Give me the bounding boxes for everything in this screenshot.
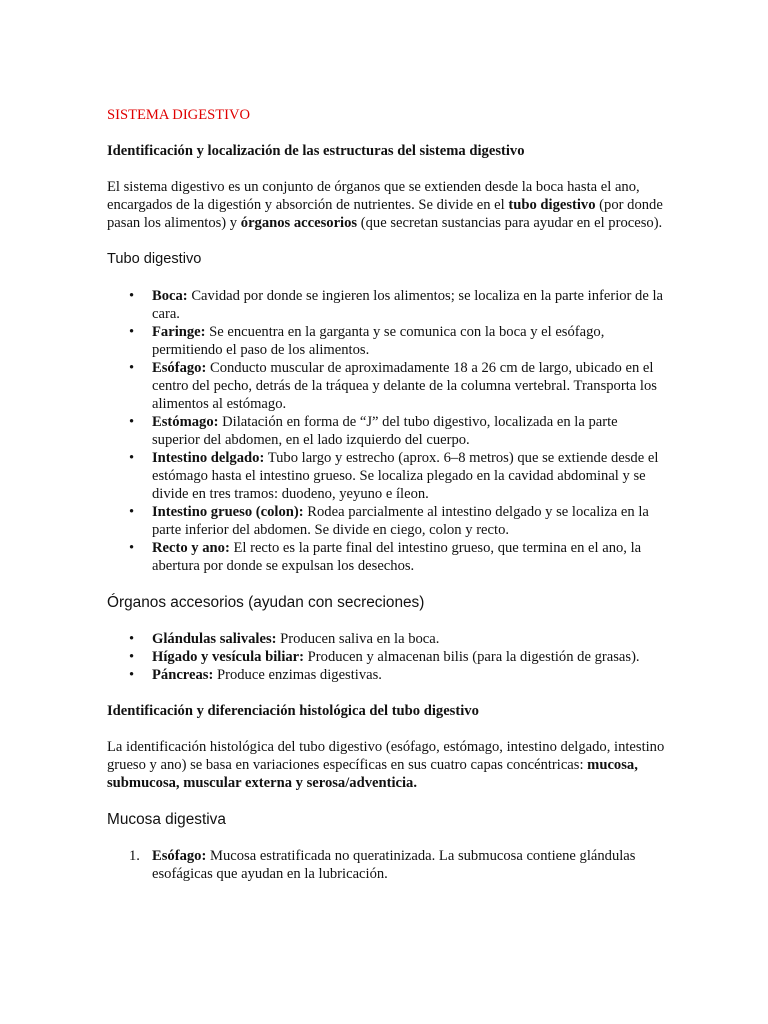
item-term: Faringe: [152,324,206,340]
item-text: Conducto muscular de aproximadamente 18 a 26 cm de largo, ubicado en el centro del pecho, detrás de la tráquea y delante de la columna vertebral. Transporta los alimentos al estómago. [152,360,657,412]
document-page [107,106,667,883]
list-item [107,287,667,323]
section-heading-identificacion: Identificación y localización de las estructuras del sistema digestivo [107,143,525,159]
list-item [107,648,667,666]
subheading-tubo-digestivo: Tubo digestivo [107,251,202,267]
item-text: El recto es la parte final del intestino grueso, que termina en el ano, la abertura por donde se expulsan los desechos. [152,540,642,574]
item-term: Estómago: [152,414,219,430]
item-text: Se encuentra en la garganta y se comunica con la boca y el esófago, permitiendo el paso de los alimentos. [152,324,605,358]
item-text: Produce enzimas digestivas. [213,667,382,683]
item-text: Producen y almacenan bilis (para la digestión de grasas). [304,649,640,665]
list-item [107,359,667,413]
list-item [107,503,667,539]
item-term: Recto y ano: [152,540,230,556]
item-term: Esófago: [152,848,207,864]
histologia-bold-capas: mucosa, submucosa, muscular externa y serosa/adventicia. [107,757,638,791]
item-number: 1. [129,848,140,864]
item-term: Glándulas salivales: [152,631,277,647]
mucosa-list [107,847,667,883]
intro-text-1: El sistema digestivo es un conjunto de órganos que se extienden desde la boca hasta el ano, encargados de la digestión y absorción de nutrientes. Se divide en el [107,179,640,213]
document-title: SISTEMA DIGESTIVO [107,107,251,123]
list-item [107,539,667,575]
item-term: Esófago: [152,360,207,376]
subheading-organos-accesorios: Órganos accesorios (ayudan con secreciones) [107,594,425,611]
intro-bold-tubo: tubo digestivo [508,197,596,213]
item-text: Cavidad por donde se ingieren los alimentos; se localiza en la parte inferior de la cara. [152,288,664,322]
item-term: Hígado y vesícula biliar: [152,649,305,665]
list-item [107,449,667,503]
item-text: Producen saliva en la boca. [276,631,440,647]
list-item [107,630,667,648]
item-text: Rodea parcialmente al intestino delgado y se localiza en la parte inferior del abdomen. Se divide en ciego, colon y recto. [152,504,649,538]
histologia-paragraph [107,738,667,792]
intro-bold-organos: órganos accesorios [240,215,358,231]
item-term: Intestino delgado: [152,450,265,466]
intro-paragraph [107,178,667,232]
accesorios-list [107,630,667,684]
section-heading-histologia: Identificación y diferenciación histológica del tubo digestivo [107,703,479,719]
item-text: Dilatación en forma de “J” del tubo digestivo, localizada en la parte superior del abdomen, en el lado izquierdo del cuerpo. [152,414,618,448]
item-term: Intestino grueso (colon): [152,504,304,520]
tubo-list [107,287,667,575]
list-item [107,323,667,359]
histologia-text: La identificación histológica del tubo digestivo (esófago, estómago, intestino delgado, intestino grueso y ano) se basa en variaciones específicas en sus cuatro capas concéntricas: [107,739,665,773]
list-item [107,847,667,883]
intro-text-3: (que secretan sustancias para ayudar en el proceso). [357,215,663,231]
item-text: Mucosa estratificada no queratinizada. La submucosa contiene glándulas esofágicas que ayudan en la lubricación. [152,848,636,882]
intro-text-2: (por donde pasan los alimentos) y [107,197,663,231]
list-item [107,413,667,449]
item-text: Tubo largo y estrecho (aprox. 6–8 metros) que se extiende desde el estómago hasta el intestino grueso. Se localiza plegado en la cavidad abdominal y se divide en tres tramos: duodeno, yeyuno e íleon. [152,450,659,502]
item-term: Páncreas: [152,667,214,683]
item-term: Boca: [152,288,188,304]
subheading-mucosa-digestiva: Mucosa digestiva [107,811,226,828]
list-item [107,666,667,684]
